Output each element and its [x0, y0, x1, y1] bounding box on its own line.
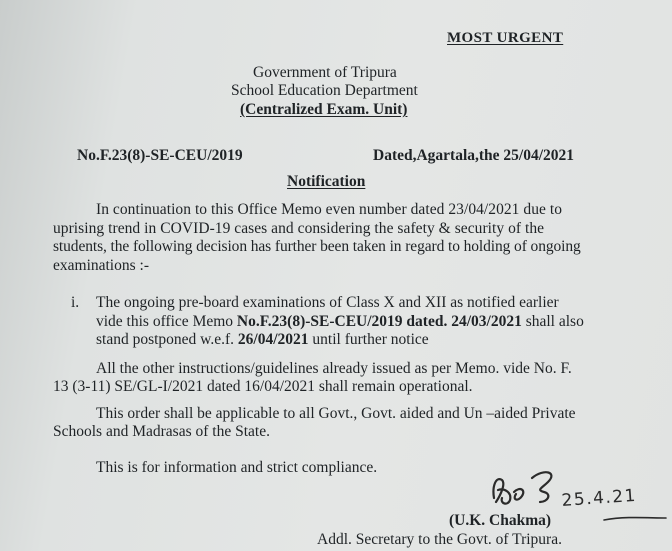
government-name: Government of Tripura: [253, 64, 397, 81]
item-marker: i.: [71, 294, 80, 311]
item-line-3-post: until further notice: [308, 331, 429, 348]
compliance-line: This is for information and strict compliance.: [96, 459, 378, 476]
department-name: School Education Department: [231, 82, 418, 99]
item-line-2: [96, 313, 584, 331]
item-line-1: The ongoing pre-board examinations of Class X and XII as notified earlier: [96, 294, 559, 311]
para2-line-1: All the other instructions/guidelines already issued as per Memo. vide No. F.: [96, 360, 572, 377]
intro-line-2: uprising trend in COVID-19 cases and considering the safety & security of the: [53, 220, 545, 237]
intro-line-1: In continuation to this Office Memo even number dated 23/04/2021 due to: [96, 201, 563, 218]
item-line-3: [96, 331, 429, 349]
signatory-name: (U.K. Chakma): [449, 512, 552, 529]
intro-line-3: students, the following decision has further been taken in regard to holding of ongoing: [53, 238, 581, 255]
item-line-2-pre: vide this office Memo: [96, 313, 237, 330]
memo-reference: No.F.23(8)-SE-CEU/2019 dated. 24/03/2021: [236, 313, 522, 330]
postpone-date: 26/04/2021: [237, 331, 309, 348]
handwritten-date: 25.4.21: [560, 485, 638, 511]
notification-title: Notification: [287, 173, 366, 190]
unit-name: (Centralized Exam. Unit): [240, 101, 408, 118]
para3-line-1: This order shall be applicable to all Govt., Govt. aided and Un –aided Private: [96, 405, 576, 422]
most-urgent-label: MOST URGENT: [447, 30, 564, 46]
intro-line-4: examinations :-: [53, 257, 149, 274]
reference-number: No.F.23(8)-SE-CEU/2019: [77, 147, 243, 164]
para3-line-2: Schools and Madrasas of the State.: [53, 423, 270, 440]
document-date: Dated,Agartala,the 25/04/2021: [373, 147, 575, 164]
item-line-3-pre: stand postponed w.e.f.: [96, 331, 238, 348]
item-line-2-post: shall also: [521, 313, 584, 330]
signatory-designation: Addl. Secretary to the Govt. of Tripura.: [317, 531, 562, 548]
para2-line-2: 13 (3-11) SE/GL-I/2021 dated 16/04/2021 shall remain operational.: [53, 378, 473, 395]
